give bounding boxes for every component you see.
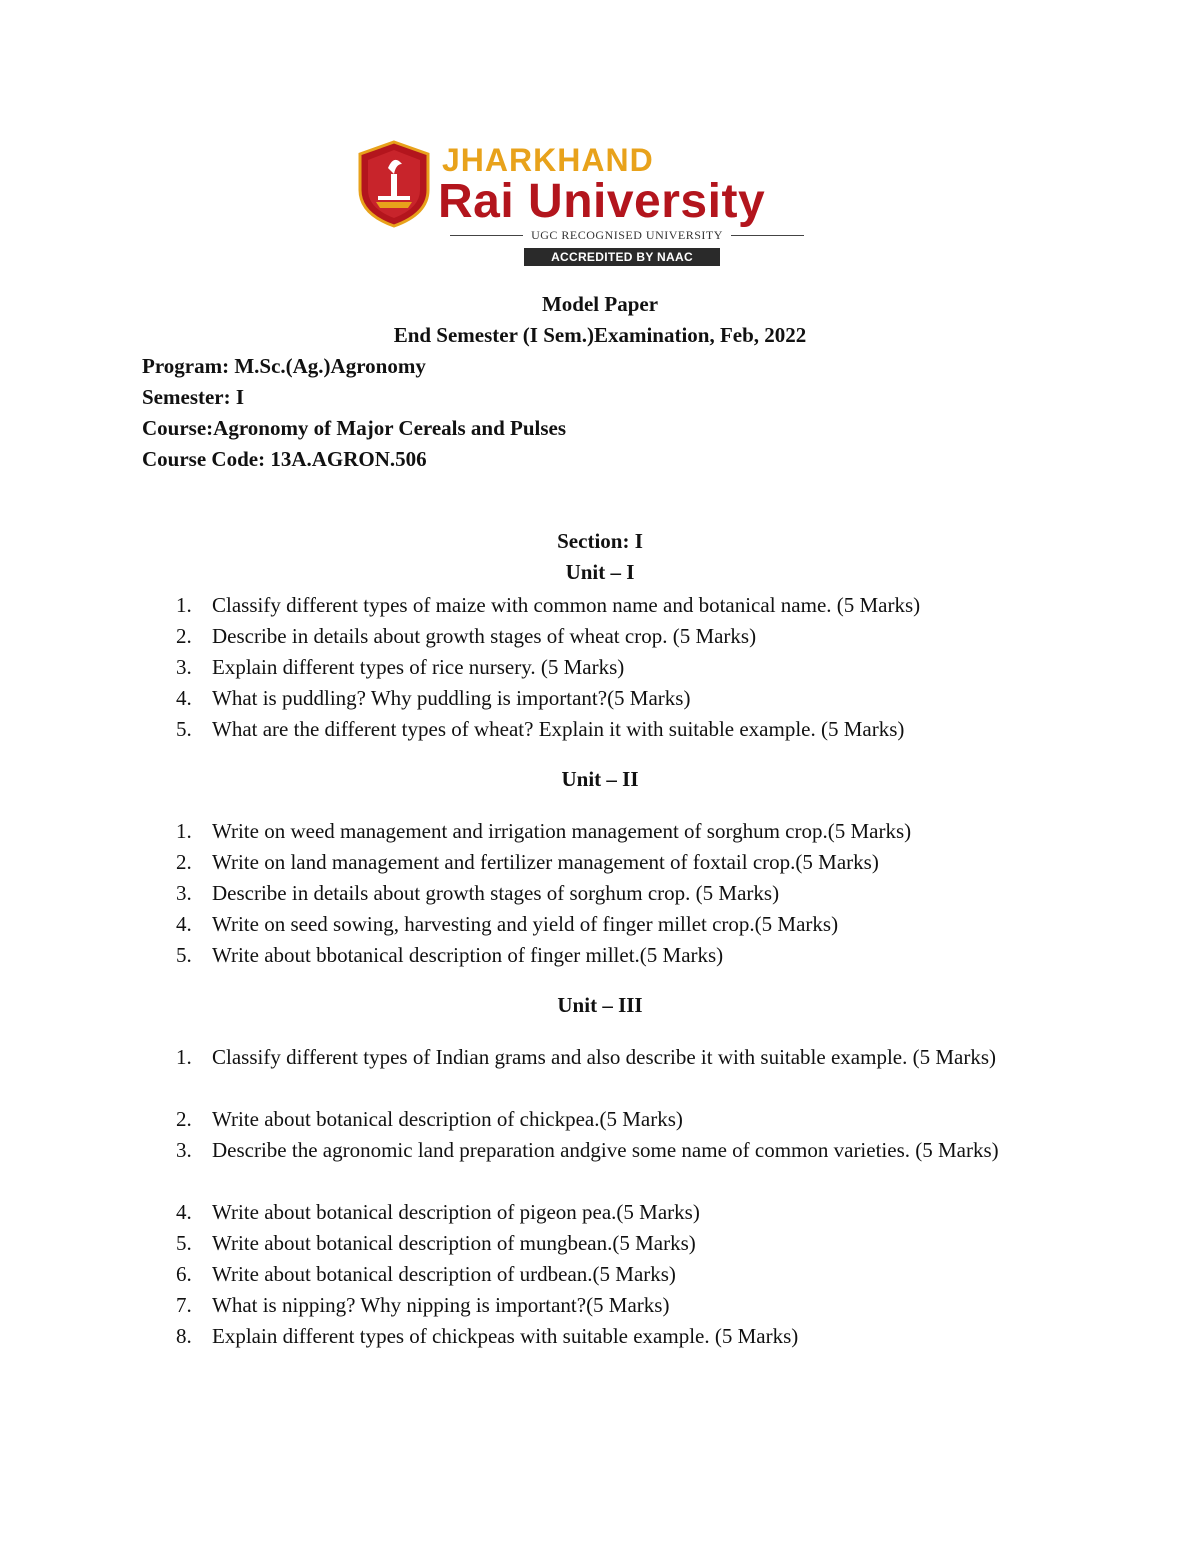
course-line: Course:Agronomy of Major Cereals and Pulses	[142, 416, 567, 440]
question-text: What is nipping? Why nipping is important?(5 Marks)	[212, 1293, 670, 1317]
question-number: 4.	[176, 1200, 192, 1224]
question-number: 5.	[176, 717, 192, 741]
divider	[450, 235, 523, 236]
question-number: 3.	[176, 655, 192, 679]
question-number: 7.	[176, 1293, 192, 1317]
divider	[731, 235, 804, 236]
exam-title: End Semester (I Sem.)Examination, Feb, 2022	[393, 323, 807, 347]
university-logo	[358, 140, 842, 270]
unit-title: Unit – II	[561, 767, 639, 791]
question-text: Describe the agronomic land preparation andgive some name of common varieties. (5 Marks)	[212, 1138, 999, 1162]
question-number: 3.	[176, 1138, 192, 1162]
question-text: Classify different types of maize with common name and botanical name. (5 Marks)	[212, 593, 921, 617]
semester-line: Semester: I	[142, 385, 245, 409]
question-text: Write on weed management and irrigation management of sorghum crop.(5 Marks)	[212, 819, 912, 843]
question-text: Explain different types of chickpeas with suitable example. (5 Marks)	[212, 1324, 799, 1348]
naac-badge: ACCREDITED BY NAAC	[524, 248, 720, 266]
question-text: What is puddling? Why puddling is important?(5 Marks)	[212, 686, 691, 710]
question-text: Write about botanical description of chickpea.(5 Marks)	[212, 1107, 683, 1131]
question-number: 1.	[176, 819, 192, 843]
unit-title: Unit – I	[565, 560, 635, 584]
question-text: What are the different types of wheat? Explain it with suitable example. (5 Marks)	[212, 717, 905, 741]
logo-ugc-line	[442, 227, 812, 243]
question-text: Write about botanical description of urdbean.(5 Marks)	[212, 1262, 676, 1286]
question-number: 1.	[176, 1045, 192, 1069]
question-number: 4.	[176, 686, 192, 710]
section-title: Section: I	[557, 529, 643, 553]
course-code-line: Course Code: 13A.AGRON.506	[142, 447, 427, 471]
question-text: Describe in details about growth stages of wheat crop. (5 Marks)	[212, 624, 757, 648]
question-number: 1.	[176, 593, 192, 617]
logo-university-name: Rai University	[438, 175, 766, 228]
question-number: 8.	[176, 1324, 192, 1348]
question-number: 2.	[176, 850, 192, 874]
program-line: Program: M.Sc.(Ag.)Agronomy	[142, 354, 426, 378]
question-text: Write about botanical description of mungbean.(5 Marks)	[212, 1231, 696, 1255]
question-text: Write about bbotanical description of finger millet.(5 Marks)	[212, 943, 724, 967]
question-text: Explain different types of rice nursery. (5 Marks)	[212, 655, 625, 679]
question-number: 2.	[176, 624, 192, 648]
question-number: 2.	[176, 1107, 192, 1131]
logo-jharkhand-text: JHARKHAND	[442, 142, 654, 178]
university-crest-icon	[358, 140, 430, 228]
question-number: 3.	[176, 881, 192, 905]
question-number: 6.	[176, 1262, 192, 1286]
question-number: 5.	[176, 1231, 192, 1255]
question-text: Classify different types of Indian grams and also describe it with suitable example. (5 Marks)	[212, 1045, 996, 1069]
unit-title: Unit – III	[557, 993, 643, 1017]
question-text: Write on land management and fertilizer management of foxtail crop.(5 Marks)	[212, 850, 879, 874]
question-text: Describe in details about growth stages of sorghum crop. (5 Marks)	[212, 881, 780, 905]
logo-ugc-text: UGC RECOGNISED UNIVERSITY	[531, 227, 723, 242]
paper-title: Model Paper	[541, 292, 659, 316]
question-number: 5.	[176, 943, 192, 967]
question-text: Write about botanical description of pigeon pea.(5 Marks)	[212, 1200, 700, 1224]
question-text: Write on seed sowing, harvesting and yield of finger millet crop.(5 Marks)	[212, 912, 839, 936]
question-number: 4.	[176, 912, 192, 936]
